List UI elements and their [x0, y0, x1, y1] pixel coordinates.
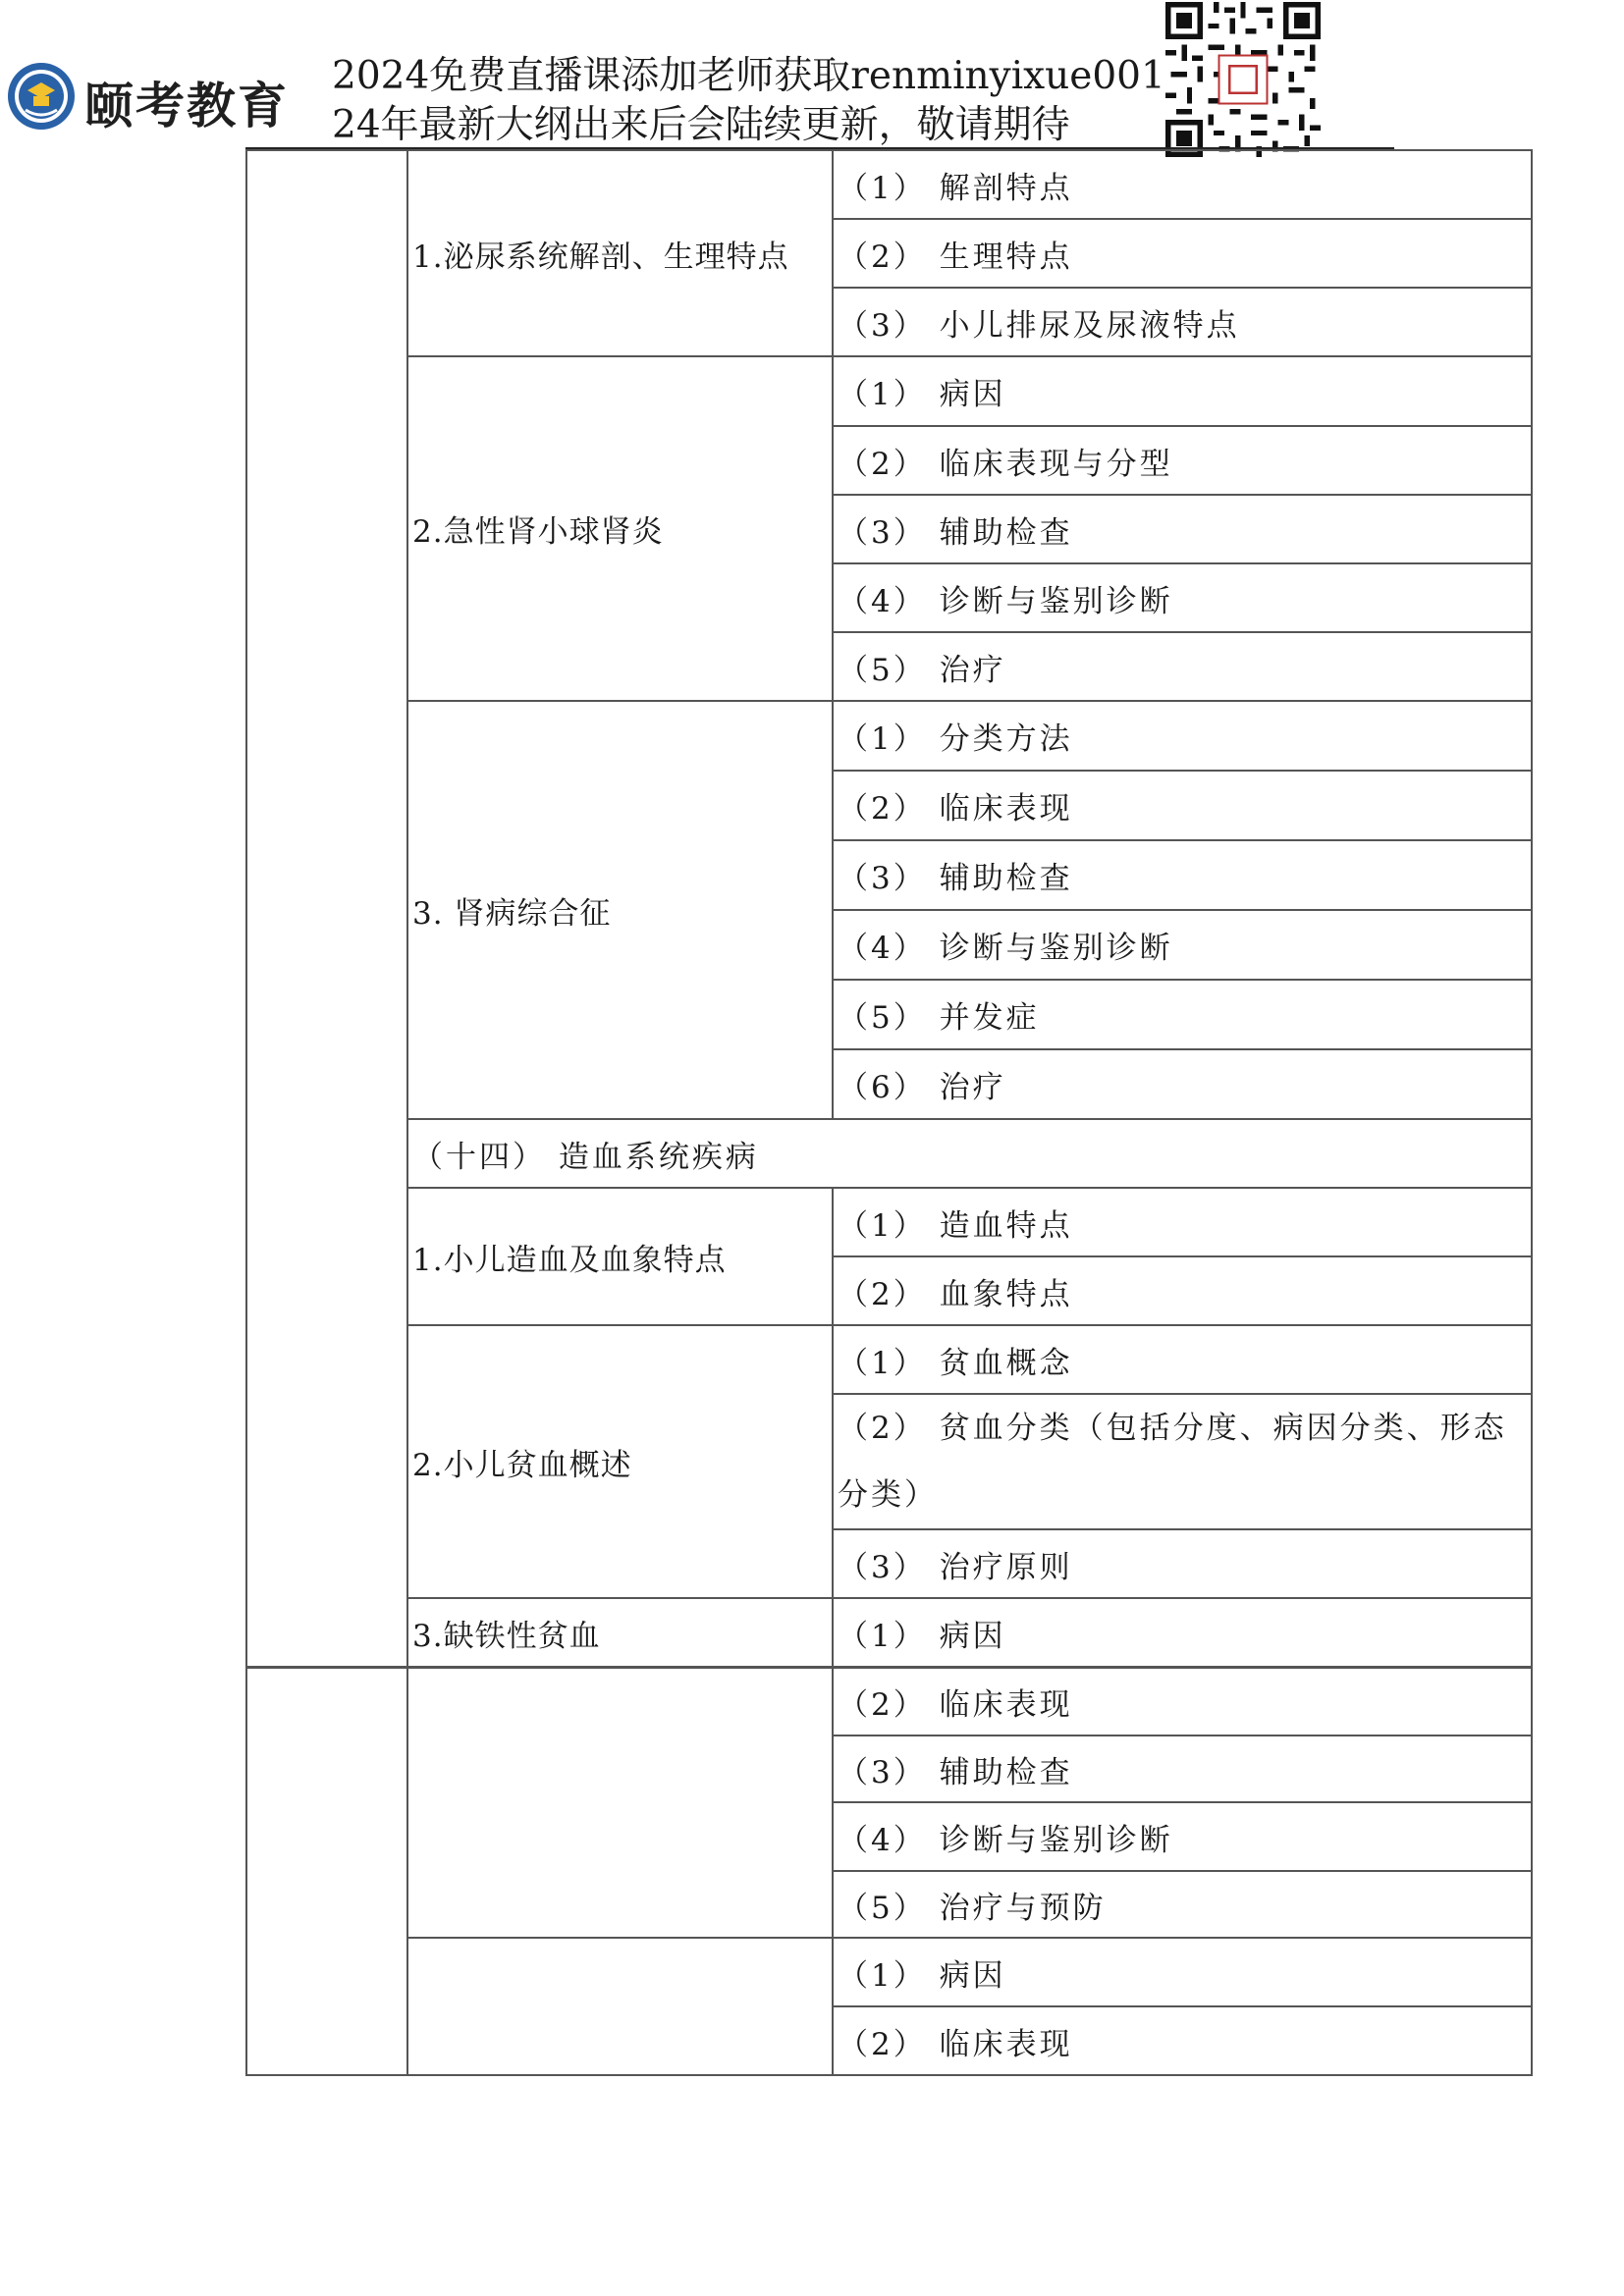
list-item: （3） 辅助检查	[833, 840, 1532, 910]
list-item: （2） 贫血分类（包括分度、病因分类、形态分类）	[833, 1394, 1532, 1529]
blank-title-cell	[407, 1667, 833, 1938]
list-item: （1） 分类方法	[833, 701, 1532, 771]
section-title: 1.泌尿系统解剖、生理特点	[407, 150, 833, 356]
list-item: （3） 治疗原则	[833, 1529, 1532, 1598]
list-item: （3） 辅助检查	[833, 1735, 1532, 1802]
list-item: （4） 诊断与鉴别诊断	[833, 1802, 1532, 1871]
syllabus-table	[245, 149, 1533, 1669]
list-item: （2） 临床表现	[833, 2006, 1532, 2075]
list-item: （1） 造血特点	[833, 1188, 1532, 1256]
list-item: （2） 生理特点	[833, 219, 1532, 288]
list-item: （2） 临床表现	[833, 771, 1532, 840]
left-blank-cell	[246, 150, 407, 1668]
list-item: （4） 诊断与鉴别诊断	[833, 910, 1532, 980]
list-item: （4） 诊断与鉴别诊断	[833, 563, 1532, 632]
syllabus-table-continued	[245, 1666, 1533, 2076]
brand-logo	[6, 61, 300, 133]
section-title: 2.急性肾小球肾炎	[407, 356, 833, 701]
logo-text: 颐考教育	[84, 78, 289, 134]
header-line-2: 24年最新大纲出来后会陆续更新，敬请期待	[332, 103, 1070, 147]
list-item: （5） 治疗与预防	[833, 1871, 1532, 1938]
header-line-1: 2024免费直播课添加老师获取renminyixue001	[332, 54, 1165, 98]
section-title: 3.缺铁性贫血	[407, 1598, 833, 1668]
blank-title-cell	[407, 1938, 833, 2075]
list-item: （5） 治疗	[833, 632, 1532, 701]
list-item: （3） 小儿排尿及尿液特点	[833, 288, 1532, 356]
chapter-heading: （十四） 造血系统疾病	[407, 1119, 1532, 1188]
list-item: （1） 贫血概念	[833, 1325, 1532, 1394]
list-item: （1） 病因	[833, 356, 1532, 426]
emblem-icon	[6, 61, 77, 132]
qr-code-icon	[1165, 2, 1321, 157]
list-item: （1） 病因	[833, 1938, 1532, 2006]
section-title: 2.小儿贫血概述	[407, 1325, 833, 1598]
section-title: 1.小儿造血及血象特点	[407, 1188, 833, 1325]
list-item: （2） 临床表现与分型	[833, 426, 1532, 495]
list-item: （1） 解剖特点	[833, 150, 1532, 219]
list-item: （6） 治疗	[833, 1049, 1532, 1119]
list-item: （3） 辅助检查	[833, 495, 1532, 563]
left-blank-cell	[246, 1667, 407, 2075]
list-item: （2） 临床表现	[833, 1667, 1532, 1735]
list-item: （5） 并发症	[833, 980, 1532, 1049]
list-item: （2） 血象特点	[833, 1256, 1532, 1325]
section-title: 3. 肾病综合征	[407, 701, 833, 1119]
list-item: （1） 病因	[833, 1598, 1532, 1668]
